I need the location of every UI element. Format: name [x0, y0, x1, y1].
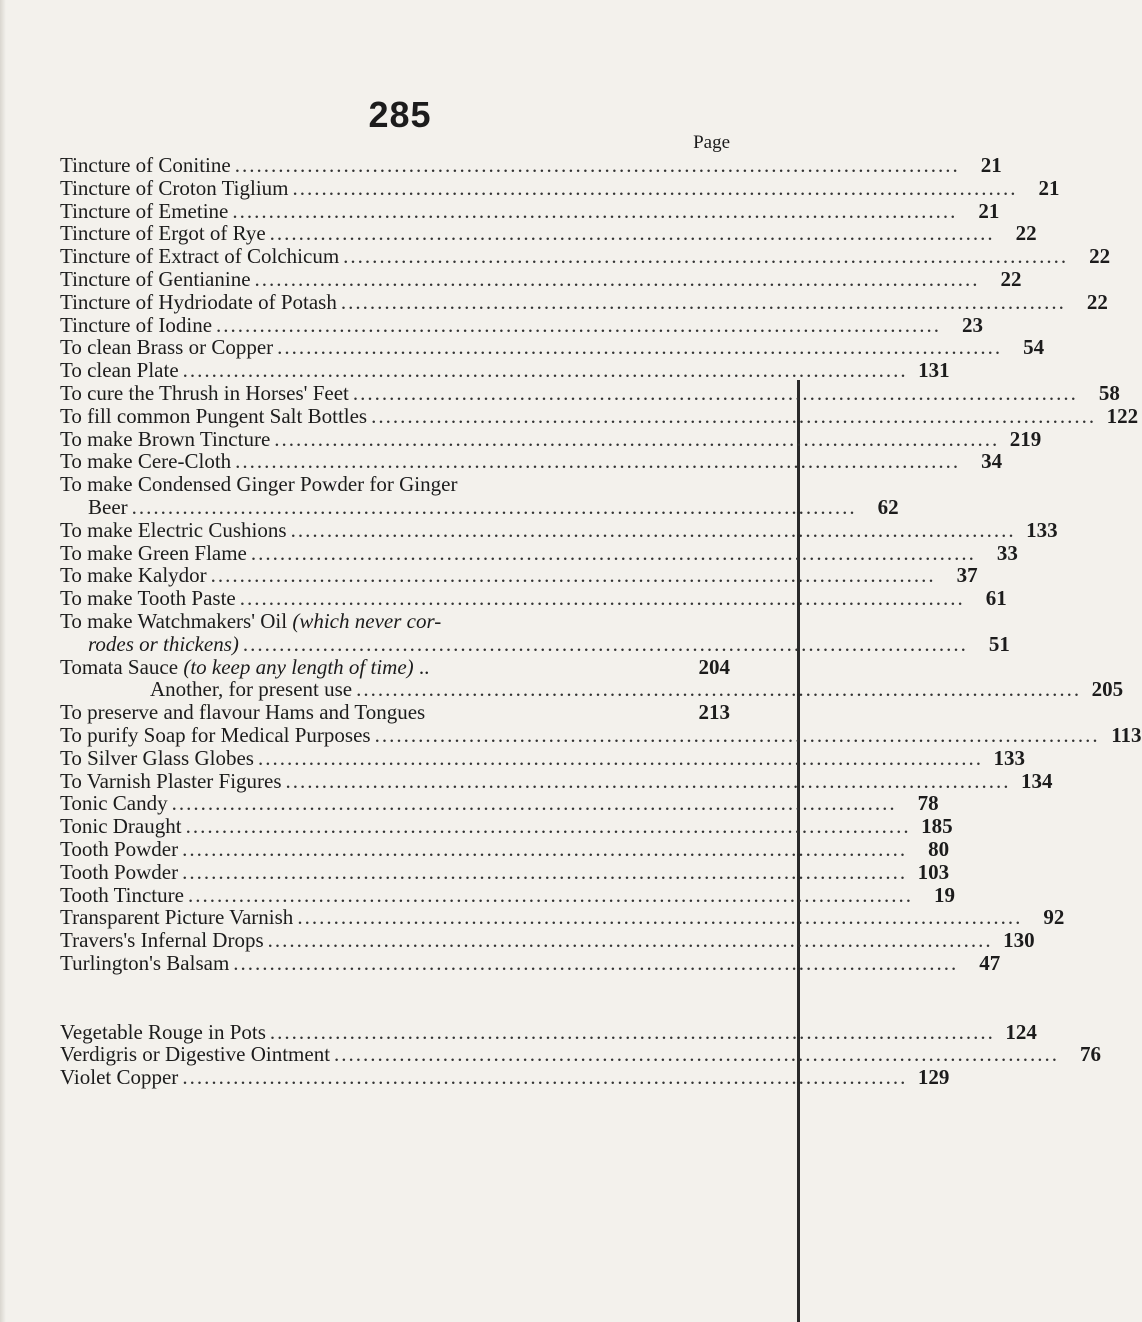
index-entry-first-line: To make Watchmakers' Oil (which never cor-	[60, 608, 442, 633]
index-entry: Tooth Powder .................................................................................................... 103	[60, 859, 950, 884]
index-entry: Tooth Powder .................................................................................................... 80	[60, 836, 950, 861]
index-list	[60, 132, 1142, 1090]
index-entry: Violet Copper .................................................................................................... 129	[60, 1065, 950, 1090]
index-entry: To make Green Flame .................................................................................................... 33	[60, 540, 1018, 565]
index-entry: Tonic Candy .................................................................................................... 78	[60, 791, 939, 816]
section-gap	[60, 975, 730, 1021]
scan-edge	[0, 0, 6, 1322]
index-entry: Tincture of Ergot of Rye .................................................................................................... 22	[60, 221, 1037, 246]
index-entry: Turlington's Balsam .................................................................................................... 47	[60, 950, 1001, 975]
index-entry: To clean Plate .................................................................................................... 131	[60, 358, 950, 383]
index-entry: Tincture of Extract of Colchicum .................................................................................................... 22	[60, 244, 1111, 269]
index-entry: Tincture of Hydriodate of Potash .................................................................................................... 22	[60, 289, 1108, 314]
index-entry: To make Electric Cushions .................................................................................................... 133	[60, 517, 1058, 542]
page-number: 285	[368, 94, 432, 135]
index-entry-first-line: To make Condensed Ginger Powder for Ginger	[60, 472, 458, 497]
index-entry: Tincture of Croton Tiglium .................................................................................................... 21	[60, 175, 1060, 200]
index-entry: To clean Brass or Copper .................................................................................................... 54	[60, 335, 1045, 360]
index-entry: Tincture of Gentianine .................................................................................................... 22	[60, 266, 1022, 291]
index-entry: Vegetable Rouge in Pots .................................................................................................... 124	[60, 1019, 1037, 1044]
index-entry: Another, for present use .................................................................................................... 205	[150, 677, 1124, 702]
index-entry: Transparent Picture Varnish .................................................................................................... 92	[60, 905, 1065, 930]
index-entry: To purify Soap for Medical Purposes .................................................................................................... 113	[60, 722, 1142, 747]
index-entry: Travers's Infernal Drops .................................................................................................... 130	[60, 928, 1035, 953]
page-column-header: Page	[693, 132, 730, 153]
index-entry: To cure the Thrush in Horses' Feet .................................................................................................... 58	[60, 380, 1120, 405]
index-entry: To make Kalydor .................................................................................................... 37	[60, 563, 978, 588]
index-entry: To make Brown Tincture .................................................................................................... 219	[60, 426, 1042, 451]
index-entry: To Silver Glass Globes .................................................................................................... 133	[60, 745, 1025, 770]
index-entry: rodes or thickens) .................................................................................................... 51	[88, 631, 1010, 656]
index-entry: To preserve and flavour Hams and Tongues 213	[60, 700, 730, 725]
index-entry: Tincture of Iodine .................................................................................................... 23	[60, 312, 984, 337]
index-entry: Tooth Tincture .................................................................................................... 19	[60, 882, 955, 907]
index-entry: Tincture of Emetine .................................................................................................... 21	[60, 198, 1000, 223]
index-entry: To fill common Pungent Salt Bottles .................................................................................................... 122	[60, 403, 1139, 428]
index-entry: Tomata Sauce (to keep any length of time) .. 204	[60, 654, 730, 679]
index-entry: To Varnish Plaster Figures .................................................................................................... 134	[60, 768, 1053, 793]
index-entry: Verdigris or Digestive Ointment .................................................................................................... 76	[60, 1042, 1102, 1067]
index-entry: Tincture of Conitine .................................................................................................... 21	[60, 153, 1002, 177]
index-entry: Tonic Draught .................................................................................................... 185	[60, 814, 953, 839]
index-entry: Beer .................................................................................................... 62	[88, 494, 899, 519]
index-entry: To make Tooth Paste .................................................................................................... 61	[60, 586, 1007, 611]
index-entry: To make Cere-Cloth .................................................................................................... 34	[60, 449, 1003, 474]
